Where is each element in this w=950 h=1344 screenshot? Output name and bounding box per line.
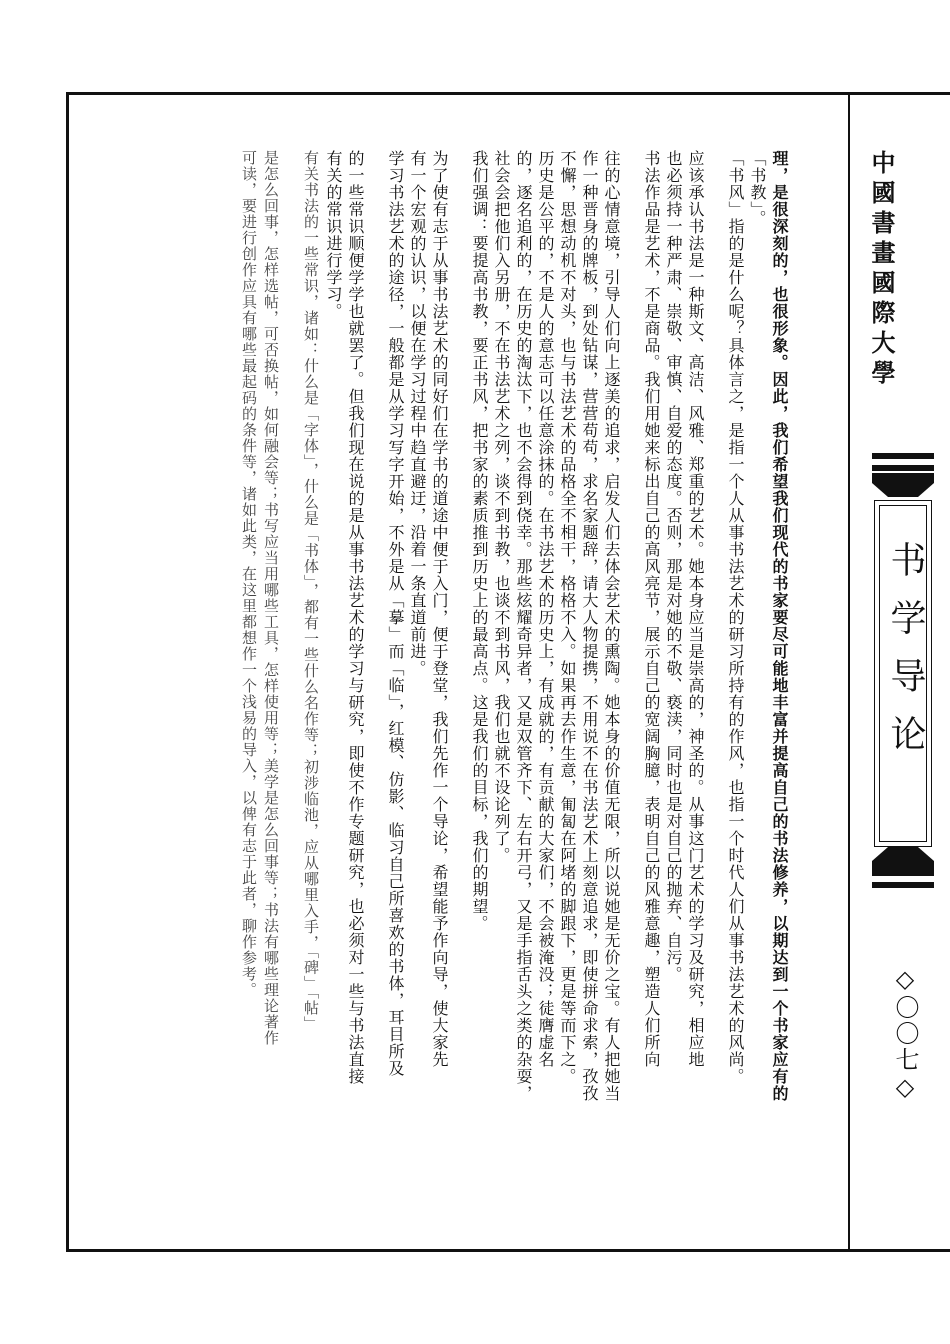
text-column: 也必须持一种严肃、崇敬、审慎、自爱的态度。否则，那是对她的不敬、亵渎，同时也是对自己的抛弃、自污。 xyxy=(664,150,683,983)
university-name: 中國書畫國際大學 xyxy=(867,150,895,390)
text-column: 作一种晋身的牌板，到处钻谋，营营苟苟，求名家题辞，请大人物提携，不用说不在书法艺术上刻意追求，即使拼命求索，孜孜 xyxy=(580,150,599,1102)
page-number: ◇〇〇七◇ xyxy=(891,965,919,1103)
text-column: 有关书法的一些常识，诸如：什么是「字体」，什么是「书体」，都有一些什么名作等；初涉临池，应从哪里入手，「碑」「帖」 xyxy=(302,150,320,1032)
ornament-bar xyxy=(872,882,934,888)
text-column: 「书风」指的是什么呢？具体言之，是指一个人从事书法艺术的研习所持有的作风，也指一个时代人们从事书法艺术的风尚。 xyxy=(726,150,745,1085)
text-column: 往的心情意境，引导人们向上逐美的追求，启发人们去体会艺术的熏陶。她本身的价值无限，所以说她是无价之宝。有人把她当 xyxy=(602,150,621,1102)
ornament-cap-bottom xyxy=(872,847,934,871)
text-column: 可读，要进行创作应具有哪些最起码的条件等，诸如此类，在这里都想作一个浅易的导入，以俾有志于此者，聊作参考。 xyxy=(240,150,258,998)
text-columns xyxy=(238,150,790,1170)
text-column: 是怎么回事，怎样选帖，可否换帖，如何融会等；书写应当用哪些工具，怎样使用等；美学是怎么回事等；书法有哪些理论著作 xyxy=(262,150,280,1046)
title-panel xyxy=(874,500,932,847)
body-text xyxy=(150,150,790,1170)
ornament-bar xyxy=(872,453,934,459)
ornament-bar xyxy=(872,870,934,876)
text-column: 社会会把他们入另册，不在书法艺术之列，谈不到书教，也谈不到书风，我们也就不设论列了。 xyxy=(492,150,511,864)
text-column: 书法作品是艺术，不是商品。我们用她来标出自己的高风亮节，展示自己的宽阔胸臆，表明自己的风雅意趣，塑造人们所向 xyxy=(642,150,661,1068)
text-column: 为了使有志于从事书法艺术的同好们在学书的道途中便于入门，便于登堂，我们先作一个导论，希望能予作向导，使大家先 xyxy=(430,150,449,1068)
text-column: 的，逐名追利的，在历史的淘汰下，也不会得到侥幸。那些炫耀奇异者，又是双管齐下、左右开弓，又是手指舌头之类的杂耍， xyxy=(514,150,533,1102)
text-column: 有关的常识进行学习。 xyxy=(324,150,343,320)
side-margin xyxy=(850,95,950,1250)
text-column: 学习书法艺术的途径，一般都是从学习写字开始，不外是从「摹」而「临」，红模、仿影、临习自己所喜欢的书体，耳目所及 xyxy=(386,150,405,1077)
text-column: 「书教」。 xyxy=(748,150,767,227)
text-column: 历史是公平的，不是人的意志可以任意涂抹的。在书法艺术的历史上，有成就的，有贡献的大家们，不会被淹没；徒膺虚名 xyxy=(536,150,555,1068)
text-column: 的一些常识顺便学学也就罢了。但我们现在说的是从事书法艺术的学习与研究，即使不作专题研究，也必须对一些与书法直接 xyxy=(346,150,365,1085)
text-column: 不懈，思想动机不对头，也与书法艺术的品格全不相干，格格不入。如果再去作生意，匍匐在阿堵的脚跟下，更是等而下之。 xyxy=(558,150,577,1085)
text-column: 我们强调：要提高书教，要正书风，把书家的素质推到历史上的最高点。这是我们的目标，我们的期望。 xyxy=(470,150,489,932)
ornament-bar xyxy=(872,465,934,471)
book-title: 书学导论 xyxy=(885,541,926,773)
text-column: 有一个宏观的认识，以便在学习过程中趋直避迂，沿着一条直道前进。 xyxy=(408,150,427,677)
text-column: 理，是很深刻的，也很形象。因此，我们希望我们现代的书家要尽可能地丰富并提高自己的书法修养，以期达到一个书家应有的 xyxy=(770,150,789,1102)
text-column: 应该承认书法是一种斯文、高洁、风雅、郑重的艺术。她本身应当是崇高的，神圣的。从事这门艺术的学习及研究，相应地 xyxy=(686,150,705,1068)
ornament-cap-top xyxy=(872,473,934,497)
